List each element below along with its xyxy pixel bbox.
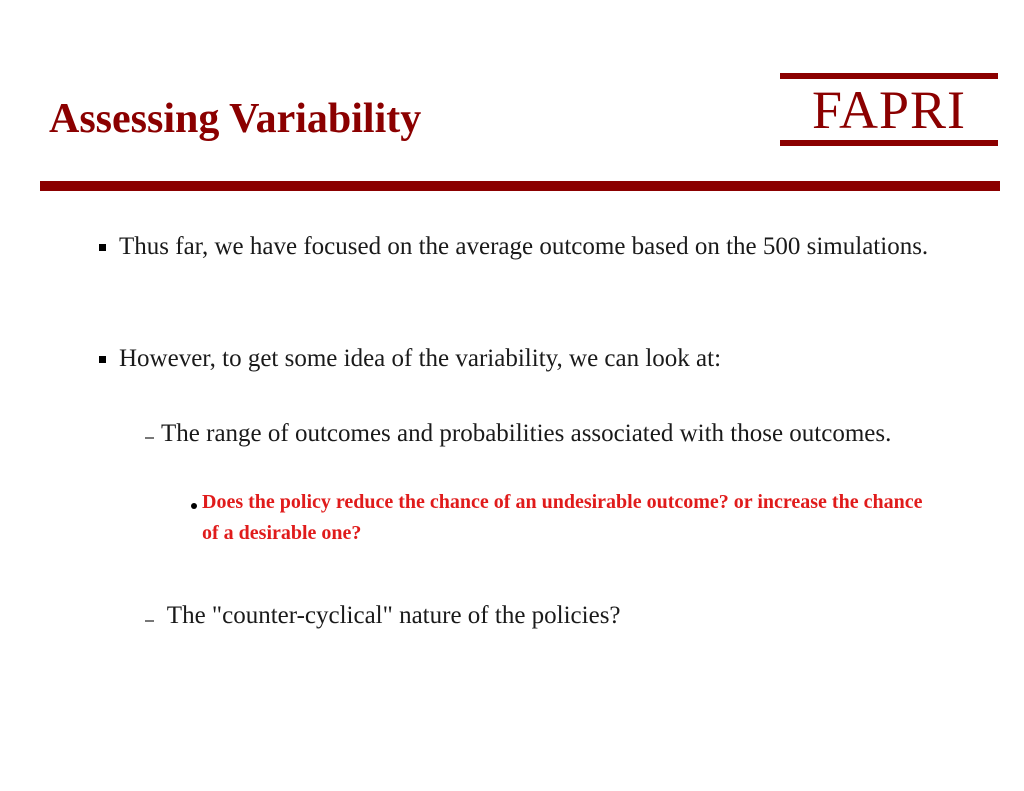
logo-top-rule <box>780 73 998 79</box>
bullet-text: However, to get some idea of the variability, we can look at: <box>119 345 722 372</box>
sub-bullet-text: The range of outcomes and probabilities associated with those outcomes. <box>161 420 892 447</box>
dash-bullet-icon <box>145 620 154 622</box>
square-bullet-icon <box>99 244 106 251</box>
title-divider <box>40 181 1000 191</box>
bullet-text: Thus far, we have focused on the average outcome based on the 500 simulations. <box>119 233 929 260</box>
emphasis-question: Does the policy reduce the chance of an undesirable outcome? or increase the chance of a desirable one? <box>202 491 923 544</box>
dot-bullet-icon <box>191 503 197 509</box>
dash-bullet-icon <box>145 437 154 439</box>
logo-text: FAPRI <box>811 80 967 140</box>
slide-title: Assessing Variability <box>49 96 422 142</box>
fapri-logo <box>780 73 998 148</box>
square-bullet-icon <box>99 356 106 363</box>
sub-bullet-text: The "counter-cyclical" nature of the policies? <box>161 602 621 629</box>
logo-bottom-rule <box>780 140 998 146</box>
